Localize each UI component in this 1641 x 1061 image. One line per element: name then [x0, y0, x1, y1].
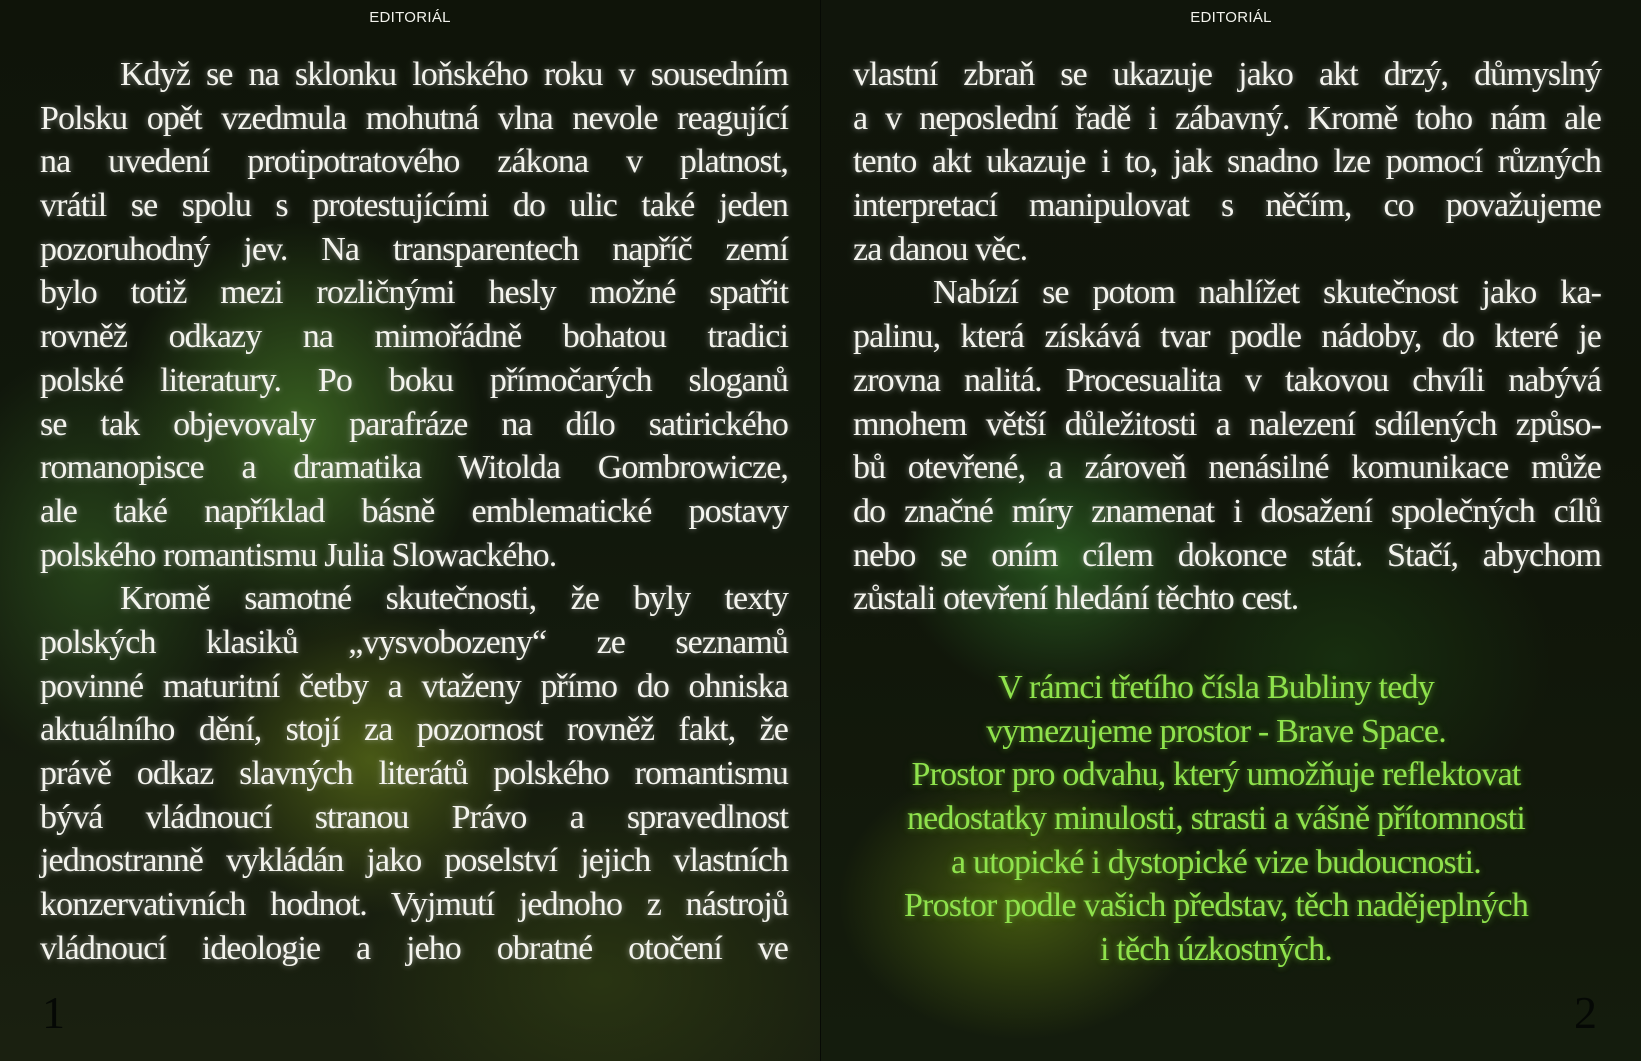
text-line: pozoruhodný jev. Na transparentech napříč zemí	[40, 230, 788, 268]
right-page	[821, 0, 1641, 1061]
left-page-body	[40, 53, 788, 970]
text-line: na uvedení protipotratového zákona v platnost,	[40, 143, 788, 181]
text-line: ale také například básně emblematické postavy	[40, 492, 788, 530]
text-line: do značné míry znamenat i dosažení společných cílů	[853, 492, 1601, 530]
callout-line: vymezujeme prostor - Brave Space.	[986, 712, 1446, 750]
running-head: EDITORIÁL	[369, 9, 451, 26]
text-line: zrovna nalitá. Procesualita v takovou chvíli nabývá	[853, 361, 1601, 399]
callout-line: a utopické i dystopické vize budoucnosti.	[951, 843, 1481, 881]
text-line: mnohem větší důležitosti a nalezení sdílených způso-	[853, 405, 1601, 443]
text-line: vládnoucí ideologie a jeho obratné otočení ve	[40, 929, 788, 967]
text-line: Když se na sklonku loňského roku v sousedním	[120, 56, 788, 93]
text-line: Polsku opět vzedmula mohutná vlna nevole reagující	[40, 99, 788, 137]
page-number: 1	[42, 987, 65, 1038]
text-line: aktuálního dění, stojí za pozornost rovněž fakt, že	[40, 711, 788, 749]
text-line: romanopisce a dramatika Witolda Gombrowicze,	[40, 449, 788, 487]
text-line: rovněž odkazy na mimořádně bohatou tradici	[40, 318, 788, 356]
text-line: povinné maturitní četby a vtaženy přímo do ohniska	[40, 667, 788, 705]
text-line: nebo se oním cílem dokonce stát. Stačí, abychom	[853, 536, 1601, 574]
text-line: Nabízí se potom nahlížet skutečnost jako ka-	[933, 274, 1601, 312]
page-number: 2	[1574, 987, 1597, 1038]
text-line: za danou věc.	[853, 230, 1028, 268]
text-line: právě odkaz slavných literátů polského romantismu	[40, 755, 788, 792]
text-line: polských klasiků „vysvobozeny“ ze seznamů	[40, 623, 788, 661]
text-line: a v neposlední řadě i zábavný. Kromě toho nám ale	[853, 99, 1601, 137]
callout-line: i těch úzkostných.	[1099, 931, 1333, 969]
left-page	[0, 0, 820, 1061]
text-line: Kromě samotné skutečnosti, že byly texty	[120, 580, 788, 618]
callout-line: V rámci třetího čísla Bubliny tedy	[998, 669, 1434, 706]
text-line: vrátil se spolu s protestujícími do ulic také jeden	[40, 187, 788, 225]
text-line: palinu, která získává tvar podle nádoby, do které je	[853, 318, 1601, 356]
text-line: interpretací manipulovat s něčím, co považujeme	[853, 187, 1601, 225]
text-line: vlastní zbraň se ukazuje jako akt drzý, důmyslný	[853, 56, 1601, 93]
text-line: bylo totiž mezi rozličnými hesly možné spatřit	[40, 274, 788, 312]
text-line: polského romantismu Julia Slowackého.	[40, 536, 557, 574]
callout-line: Prostor pro odvahu, který umožňuje reflektovat	[911, 756, 1521, 794]
right-page-body	[853, 53, 1601, 621]
text-line: tento akt ukazuje i to, jak snadno lze pomocí různých	[853, 143, 1601, 181]
callout-line: Prostor podle vašich představ, těch nadějeplných	[903, 887, 1529, 925]
callout-line: nedostatky minulosti, strasti a vášně přítomnosti	[906, 800, 1526, 838]
text-line: jednostranně vykládán jako poselství jejich vlastních	[40, 842, 788, 880]
running-head: EDITORIÁL	[1190, 9, 1272, 26]
text-line: konzervativních hodnot. Vyjmutí jednoho z nástrojů	[40, 886, 788, 924]
text-line: polské literatury. Po boku přímočarých sloganů	[40, 361, 788, 399]
highlight-callout	[821, 666, 1611, 972]
text-line: se tak objevovaly parafráze na dílo satirického	[40, 405, 788, 443]
text-line: bů otevřené, a zároveň nenásilné komunikace může	[853, 449, 1601, 487]
text-line: zůstali otevření hledání těchto cest.	[853, 580, 1299, 618]
text-line: bývá vládnoucí stranou Právo a spravedlnost	[40, 798, 788, 836]
